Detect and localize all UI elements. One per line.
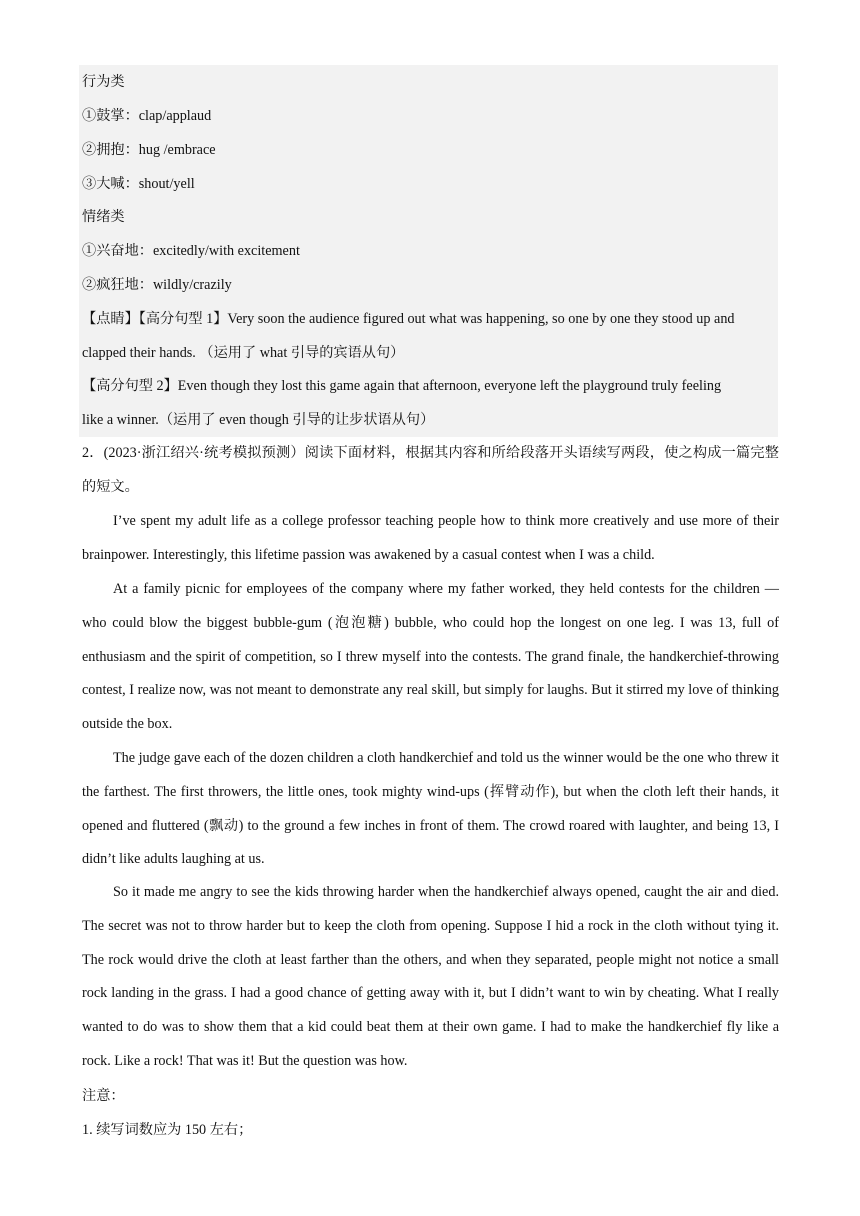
passage-paragraph: So it made me angry to see the kids throwing harder when the handkerchief always opened, caught the air and died. The secret was not to throw harder but to keep the cloth from opening. Suppose I hid a rock in the cloth without tying it. The rock would drive the cloth at least farther than the others, and when they separated, people might not notice a small rock landing in the grass. I had a good chance of getting away with it, but I didn’t want to win by cheating. What I really wanted to do was to show them that a kid could beat them at their own game. I had to make the handkerchief fly like a rock. Like a rock! That was it! But the question was how. <box>82 884 779 1069</box>
heading-emotion: 情绪类 <box>82 209 125 225</box>
behavior-item: ②拥抱：hug /embrace <box>82 142 216 158</box>
highlight-sentence-2: 【高分句型 2】Even though they lost this game again that afternoon, everyone left the playground truly feeling <box>82 378 722 394</box>
highlight-sentence-1-cont: clapped their hands. （运用了 what 引导的宾语从句） <box>82 345 405 361</box>
behavior-item: ③大喊：shout/yell <box>82 176 195 192</box>
notes-heading: 注意： <box>82 1088 125 1104</box>
question-intro: 2．(2023·浙江绍兴·统考模拟预测）阅读下面材料，根据其内容和所给段落开头语续写两段，使之构成一篇完整的短文。 <box>82 445 779 495</box>
highlight-sentence-1: 【点睛】【高分句型 1】Very soon the audience figured out what was happening, so one by one they stood up and <box>82 311 735 327</box>
emotion-item: ①兴奋地：excitedly/with excitement <box>82 243 300 259</box>
emotion-item: ②疯狂地：wildly/crazily <box>82 277 232 293</box>
passage-paragraph: The judge gave each of the dozen children a cloth handkerchief and told us the winner would be the one who threw it the farthest. The first throwers, the little ones, took mighty wind-ups (挥臂动作), but when the cloth left their hands, it opened and fluttered (飘动) to the ground a few inches in front of them. The crowd roared with laughter, and being 13, I didn’t like adults laughing at us. <box>82 750 779 868</box>
behavior-item: ①鼓掌：clap/applaud <box>82 108 212 124</box>
heading-behavior: 行为类 <box>82 74 125 90</box>
note-item: 1. 续写词数应为 150 左右； <box>82 1122 253 1138</box>
passage-paragraph: I’ve spent my adult life as a college professor teaching people how to think more creatively and use more of their brainpower. Interestingly, this lifetime passion was awakened by a casual contest when I was a child. <box>82 513 779 563</box>
highlight-sentence-2-cont: like a winner.（运用了 even though 引导的让步状语从句） <box>82 412 435 428</box>
passage-paragraph: At a family picnic for employees of the company where my father worked, they held contests for the children — who could blow the biggest bubble-gum (泡泡糖) bubble, who could hop the longest on one leg. I was 13, full of enthusiasm and the spirit of competition, so I threw myself into the contests. The grand finale, the handkerchief-throwing contest, I realize now, was not meant to demonstrate any real skill, but simply for laughs. But it stirred my love of thinking outside the box. <box>82 581 779 733</box>
